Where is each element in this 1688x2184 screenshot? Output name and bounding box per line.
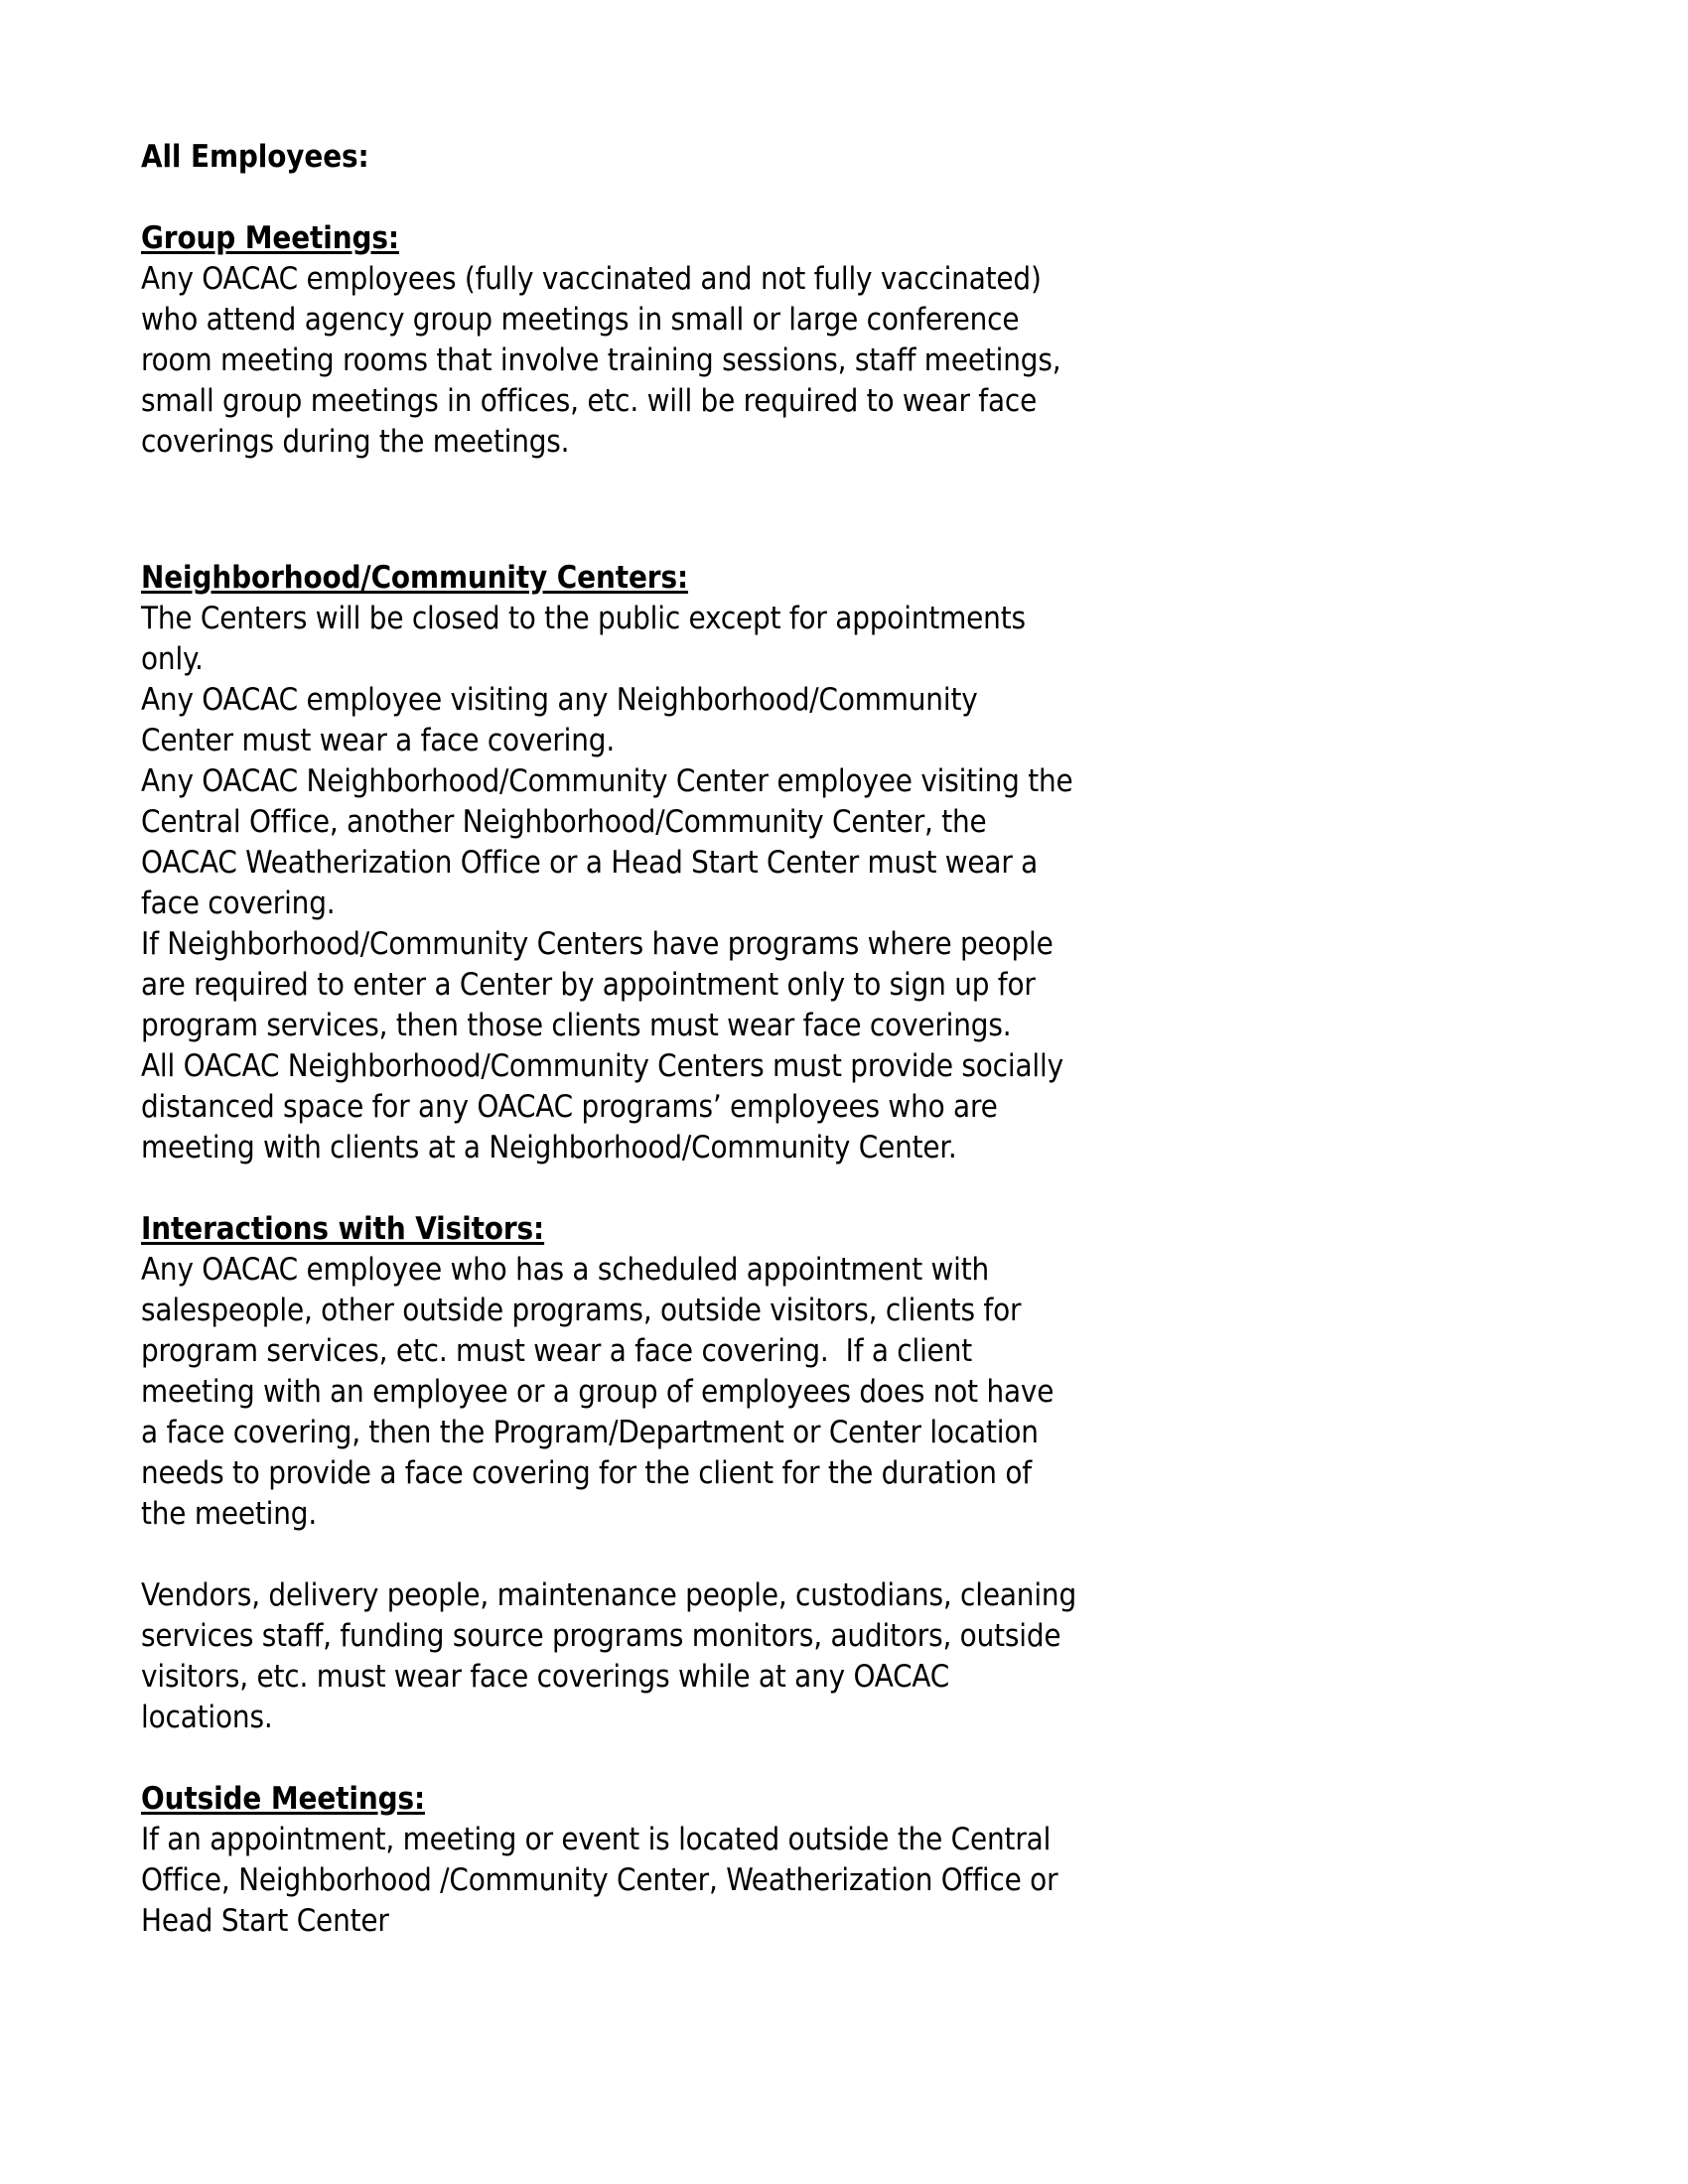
section-paragraph-outside-meetings-0: If an appointment, meeting or event is located outside the Central Office, Neighborhood /Community Center, Weatherization Office or Head Start Center xyxy=(141,1822,1066,1939)
page-title xyxy=(141,137,1076,178)
section-heading-group-meetings xyxy=(141,218,1076,259)
section-paragraph-interactions-1: Vendors, delivery people, maintenance people, custodians, cleaning services staff, funding source programs monitors, auditors, outside visitors, etc. must wear face coverings while at any OACAC locations. xyxy=(141,1577,1085,1735)
section-heading-outside-meetings xyxy=(141,1779,1076,1820)
section-paragraph-neighborhood-4: All OACAC Neighborhood/Community Centers must provide socially distanced space for any OACAC programs’ employees who are meeting with clients at a Neighborhood/Community Center. xyxy=(141,1048,1072,1165)
section-heading-group-meetings-text: Group Meetings: xyxy=(141,220,399,256)
section-paragraph-neighborhood-1: Any OACAC employee visiting any Neighborhood/Community Center must wear a face covering. xyxy=(141,682,987,758)
spacer xyxy=(141,1168,1076,1209)
section-heading-interactions-with-visitors-text: Interactions with Visitors: xyxy=(141,1211,545,1247)
document-text-column xyxy=(141,137,1085,1942)
section-heading-outside-meetings-text: Outside Meetings: xyxy=(141,1781,426,1817)
section-paragraph-interactions-0: Any OACAC employee who has a scheduled appointment with salespeople, other outside programs, outside visitors, clients for program services, etc. must wear a face covering. If a client meeting with an employee or a group of employees does not have a face covering, then the Program/Department or Center location needs to provide a face covering for the client for the duration of the meeting. xyxy=(141,1252,1062,1532)
section-heading-neighborhood-community-centers xyxy=(141,558,1076,599)
spacer xyxy=(141,1535,1076,1575)
spacer xyxy=(141,178,1076,218)
spacer xyxy=(141,1738,1076,1779)
page-title-text: All Employees: xyxy=(141,139,369,175)
spacer xyxy=(141,463,1076,558)
section-paragraph-group-meetings-0: Any OACAC employees (fully vaccinated and not fully vaccinated) who attend agency group meetings in small or large conference room meeting rooms that involve training sessions, staff meetings, small group meetings in offices, etc. will be required to wear face coverings during the meetings. xyxy=(141,261,1069,460)
section-paragraph-neighborhood-3: If Neighborhood/Community Centers have programs where people are required to enter a Center by appointment only to sign up for program services, then those clients must wear face coverings. xyxy=(141,926,1062,1043)
section-heading-interactions-with-visitors xyxy=(141,1209,1076,1250)
section-heading-neighborhood-community-centers-text: Neighborhood/Community Centers: xyxy=(141,560,689,596)
section-paragraph-neighborhood-0: The Centers will be closed to the public except for appointments only. xyxy=(141,601,1035,677)
section-paragraph-neighborhood-2: Any OACAC Neighborhood/Community Center employee visiting the Central Office, another Neighborhood/Community Center, the OACAC Weatherization Office or a Head Start Center must wear a face covering. xyxy=(141,763,1082,921)
